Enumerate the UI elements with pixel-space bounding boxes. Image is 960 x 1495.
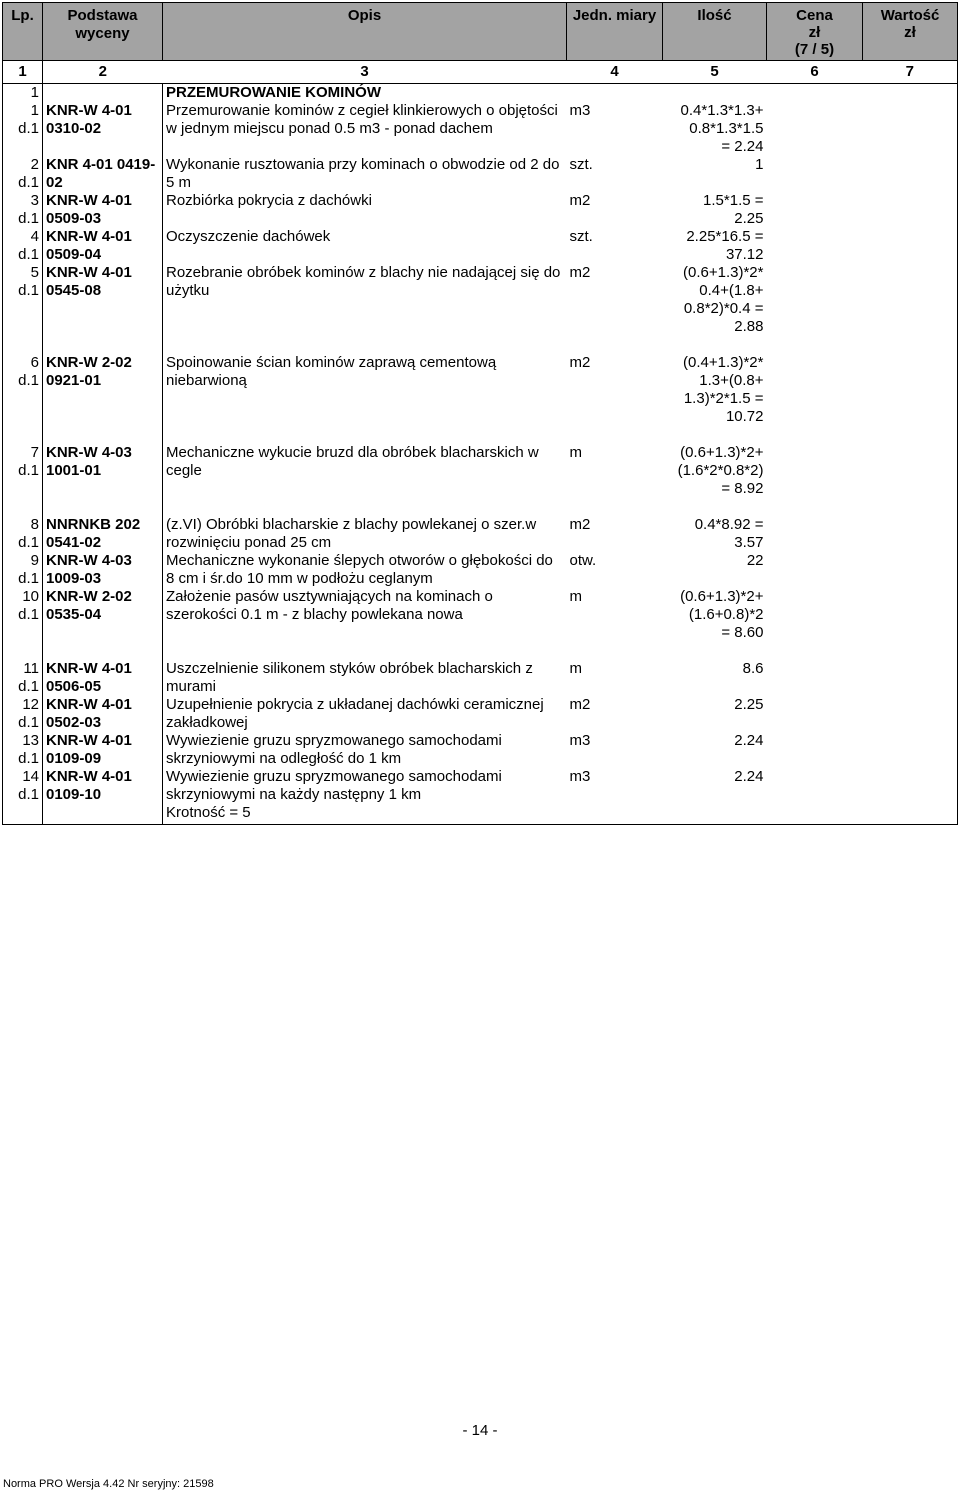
table-row xyxy=(3,444,958,516)
section-title: PRZEMUROWANIE KOMINÓW xyxy=(163,84,567,103)
item-jm: szt. xyxy=(569,156,593,173)
empty-cell xyxy=(863,84,958,103)
item-opis xyxy=(163,768,567,825)
item-lp: 2 d.1 xyxy=(3,156,43,192)
item-cena xyxy=(767,696,863,732)
item-opis-text: Mechaniczne wykucie bruzd dla obróbek blacharskich w cegle xyxy=(166,444,539,479)
column-number-row xyxy=(3,61,958,84)
item-cena xyxy=(767,732,863,768)
item-cena xyxy=(767,228,863,264)
item-jm: otw. xyxy=(569,552,597,569)
item-opis-text: Mechaniczne wykonanie ślepych otworów o głębokości do 8 cm i śr.do 10 mm w podłożu ceglanym xyxy=(166,552,553,587)
cost-estimate-table xyxy=(2,2,958,825)
item-opis xyxy=(163,192,567,228)
item-opis xyxy=(163,660,567,696)
item-kod: NNRNKB 202 0541-02 xyxy=(43,516,163,552)
item-lp: 7 d.1 xyxy=(3,444,43,516)
item-wartosc xyxy=(863,660,958,696)
item-opis-text: Rozebranie obróbek kominów z blachy nie nadającej się do użytku xyxy=(166,264,561,299)
item-opis-text: (z.VI) Obróbki blacharskie z blachy powlekanej o szer.w rozwinięciu ponad 25 cm xyxy=(166,516,537,551)
item-cena xyxy=(767,264,863,354)
item-ilosc: 0.4*8.92 = 3.57 xyxy=(694,516,764,551)
item-jm: m3 xyxy=(567,768,663,825)
item-jm: m3 xyxy=(569,732,591,749)
item-opis-text: Uzupełnienie pokrycia z układanej dachówki ceramicznej zakładkowej xyxy=(166,696,544,731)
table-row xyxy=(3,516,958,552)
column-number: 5 xyxy=(663,61,767,84)
column-number: 1 xyxy=(3,61,43,84)
item-lp: 1 d.1 xyxy=(3,102,43,156)
item-cena xyxy=(767,192,863,228)
item-lp: 8 d.1 xyxy=(3,516,43,552)
item-jm: m xyxy=(569,660,582,677)
item-wartosc xyxy=(863,264,958,354)
item-opis xyxy=(163,732,567,768)
item-opis xyxy=(163,516,567,552)
item-ilosc: 2.24 xyxy=(663,768,767,825)
item-jm: m xyxy=(569,588,582,605)
software-footer: Norma PRO Wersja 4.42 Nr seryjny: 21598 xyxy=(3,1478,214,1490)
item-jm: m2 xyxy=(569,516,591,533)
item-ilosc: 2.25*16.5 = 37.12 xyxy=(686,228,764,263)
item-kod: KNR-W 4-01 0310-02 xyxy=(43,102,163,156)
item-opis xyxy=(163,102,567,156)
item-wartosc xyxy=(863,732,958,768)
item-opis xyxy=(163,588,567,660)
item-opis xyxy=(163,156,567,192)
item-cena xyxy=(767,516,863,552)
item-jm: m2 xyxy=(569,264,591,281)
empty-cell xyxy=(663,84,767,103)
item-lp: 13 d.1 xyxy=(3,732,43,768)
item-cena xyxy=(767,768,863,825)
item-kod: KNR-W 2-02 0921-01 xyxy=(43,354,163,444)
column-number: 6 xyxy=(767,61,863,84)
item-lp: 6 d.1 xyxy=(3,354,43,444)
table-row xyxy=(3,696,958,732)
item-ilosc: 1.5*1.5 = 2.25 xyxy=(703,192,764,227)
item-wartosc xyxy=(863,228,958,264)
item-jm: m3 xyxy=(569,102,591,119)
header-opis: Opis xyxy=(163,3,567,61)
item-opis xyxy=(163,354,567,444)
item-opis-text: Rozbiórka pokrycia z dachówki xyxy=(166,192,372,209)
item-kod: KNR 4-01 0419- 02 xyxy=(43,156,163,192)
empty-cell xyxy=(767,84,863,103)
item-ilosc: (0.6+1.3)*2+ (1.6+0.8)*2 = 8.60 xyxy=(680,588,764,641)
item-opis xyxy=(163,264,567,354)
item-opis-text: Przemurowanie kominów z cegieł klinkierowych o objętości w jednym miejscu ponad 0.5 m3 - ponad dachem xyxy=(166,102,558,137)
column-number: 3 xyxy=(163,61,567,84)
table-row xyxy=(3,192,958,228)
table-row xyxy=(3,102,958,156)
item-lp: 14 d.1 xyxy=(3,768,43,825)
item-opis xyxy=(163,696,567,732)
item-opis-text: Wykonanie rusztowania przy kominach o obwodzie od 2 do 5 m xyxy=(166,156,560,191)
item-ilosc: 0.4*1.3*1.3+ 0.8*1.3*1.5 = 2.24 xyxy=(680,102,764,155)
item-opis xyxy=(163,444,567,516)
item-kod: KNR-W 4-01 0506-05 xyxy=(43,660,163,696)
item-ilosc: (0.4+1.3)*2* 1.3+(0.8+ 1.3)*2*1.5 = 10.72 xyxy=(683,354,764,425)
section-lp: 1 xyxy=(3,84,43,103)
header-jm: Jedn. miary xyxy=(567,3,663,61)
item-kod: KNR-W 4-01 0509-04 xyxy=(43,228,163,264)
header-podstawa: Podstawa wyceny xyxy=(43,3,163,61)
item-opis xyxy=(163,228,567,264)
item-kod: KNR-W 2-02 0535-04 xyxy=(43,588,163,660)
header-ilosc: Ilość xyxy=(663,3,767,61)
item-lp: 12 d.1 xyxy=(3,696,43,732)
item-kod: KNR-W 4-03 1001-01 xyxy=(43,444,163,516)
item-krotnosc: Krotność = 5 xyxy=(166,804,251,821)
item-wartosc xyxy=(863,156,958,192)
item-cena xyxy=(767,156,863,192)
item-kod: KNR-W 4-01 0109-10 xyxy=(43,768,163,825)
empty-cell xyxy=(567,84,663,103)
item-ilosc: 2.24 xyxy=(734,732,764,749)
item-cena xyxy=(767,552,863,588)
table-row xyxy=(3,732,958,768)
table-row xyxy=(3,354,958,444)
item-wartosc xyxy=(863,552,958,588)
table-row xyxy=(3,768,958,825)
item-lp: 3 d.1 xyxy=(3,192,43,228)
item-lp: 9 d.1 xyxy=(3,552,43,588)
header-lp: Lp. xyxy=(3,3,43,61)
column-number: 7 xyxy=(863,61,958,84)
item-cena xyxy=(767,660,863,696)
item-ilosc: 2.25 xyxy=(734,696,764,713)
header-cena: Cena zł (7 / 5) xyxy=(767,3,863,61)
item-kod: KNR-W 4-01 0545-08 xyxy=(43,264,163,354)
item-lp: 10 d.1 xyxy=(3,588,43,660)
table-row xyxy=(3,264,958,354)
column-number: 2 xyxy=(43,61,163,84)
item-cena xyxy=(767,588,863,660)
item-jm: m2 xyxy=(569,354,591,371)
item-ilosc: (0.6+1.3)*2* 0.4+(1.8+ 0.8*2)*0.4 = 2.88 xyxy=(683,264,764,335)
item-jm: m2 xyxy=(569,192,591,209)
table-row xyxy=(3,660,958,696)
item-cena xyxy=(767,444,863,516)
section-row xyxy=(3,84,958,103)
item-opis-text: Wywiezienie gruzu spryzmowanego samochodami skrzyniowymi na każdy następny 1 km xyxy=(166,768,502,803)
item-opis-text: Uszczelnienie silikonem styków obróbek blacharskich z murami xyxy=(166,660,533,695)
item-opis-text: Oczyszczenie dachówek xyxy=(166,228,331,245)
page-number: - 14 - xyxy=(462,1422,498,1439)
item-wartosc xyxy=(863,354,958,444)
item-ilosc: (0.6+1.3)*2+ (1.6*2*0.8*2) = 8.92 xyxy=(677,444,764,497)
item-wartosc xyxy=(863,696,958,732)
item-wartosc xyxy=(863,516,958,552)
item-opis-text: Wywiezienie gruzu spryzmowanego samochodami skrzyniowymi na odległość do 1 km xyxy=(166,732,502,767)
item-cena xyxy=(767,354,863,444)
header-wartosc: Wartość zł xyxy=(863,3,958,61)
item-wartosc xyxy=(863,768,958,825)
item-lp: 4 d.1 xyxy=(3,228,43,264)
item-opis-text: Spoinowanie ścian kominów zaprawą cementową niebarwioną xyxy=(166,354,497,389)
section-kod xyxy=(43,84,163,103)
item-opis xyxy=(163,552,567,588)
item-wartosc xyxy=(863,192,958,228)
item-ilosc: 8.6 xyxy=(742,660,764,677)
item-cena xyxy=(767,102,863,156)
table-row xyxy=(3,588,958,660)
item-kod: KNR-W 4-03 1009-03 xyxy=(43,552,163,588)
item-ilosc: 22 xyxy=(746,552,764,569)
item-jm: m xyxy=(569,444,582,461)
item-lp: 11 d.1 xyxy=(3,660,43,696)
item-wartosc xyxy=(863,102,958,156)
table-row xyxy=(3,228,958,264)
item-jm: szt. xyxy=(569,228,593,245)
table-row xyxy=(3,156,958,192)
item-jm: m2 xyxy=(569,696,591,713)
item-ilosc: 1 xyxy=(755,156,764,173)
item-kod: KNR-W 4-01 0509-03 xyxy=(43,192,163,228)
item-wartosc xyxy=(863,444,958,516)
item-kod: KNR-W 4-01 0109-09 xyxy=(43,732,163,768)
column-number: 4 xyxy=(567,61,663,84)
item-opis-text: Założenie pasów usztywniających na kominach o szerokości 0.1 m - z blachy powlekana nowa xyxy=(166,588,493,623)
item-kod: KNR-W 4-01 0502-03 xyxy=(43,696,163,732)
item-lp: 5 d.1 xyxy=(3,264,43,354)
item-wartosc xyxy=(863,588,958,660)
table-row xyxy=(3,552,958,588)
header-row xyxy=(3,3,958,61)
